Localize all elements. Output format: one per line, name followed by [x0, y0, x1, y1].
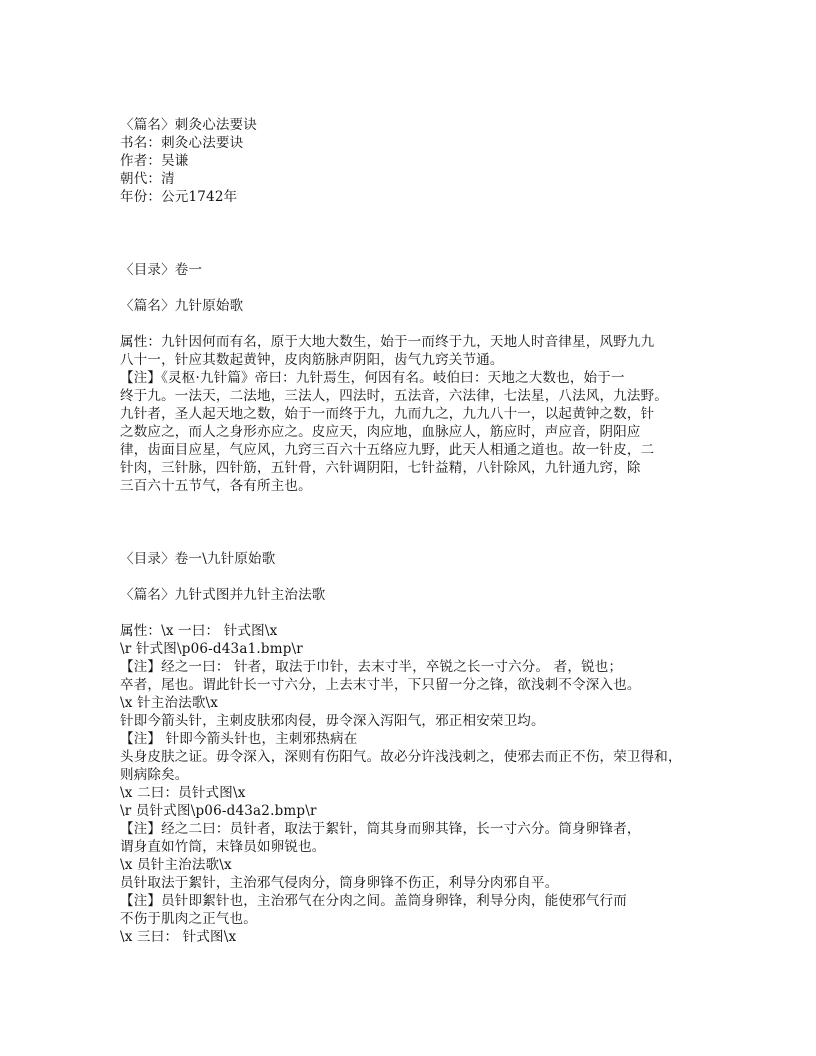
- text-line: 〈目录〉卷一: [120, 262, 203, 278]
- text-line: \x 二曰：员针式图\x: [120, 785, 246, 801]
- text-line: 则病除矣。: [120, 767, 189, 783]
- text-line: 年份：公元1742年: [120, 189, 238, 205]
- text-line: 头身皮肤之证。毋令深入，深则有伤阳气。故必分许浅浅刺之，使邪去而正不伤，荣卫得和，: [120, 749, 682, 765]
- text-line: 员针取法于絮针，主治邪气侵肉分，筒身卵锋不伤正，利导分肉邪自平。: [120, 875, 559, 891]
- text-line: 律，齿面目应星，气应风，九窍三百六十五络应九野，此天人相通之道也。故一针皮，二: [120, 442, 655, 458]
- text-line: 〈篇名〉刺灸心法要诀: [120, 117, 257, 133]
- text-line: 针即今箭头针，主刺皮肤邪肉侵，毋令深入泻阳气，邪正相安荣卫均。: [120, 713, 545, 729]
- text-line: 【注】经之二曰：员针者，取法于絮针，筒其身而卵其锋，长一寸六分。筒身卵锋者，: [120, 821, 641, 837]
- text-line: 谓身直如竹筒，末锋员如卵锐也。: [120, 839, 326, 855]
- text-line: 【注】 针即今箭头针也，主刺邪热病在: [120, 731, 358, 747]
- text-line: 〈目录〉卷一\九针原始歌: [120, 551, 276, 567]
- text-line: \r 员针式图\p06-d43a2.bmp\r: [120, 803, 317, 819]
- text-line: 卒者，尾也。谓此针长一寸六分，上去末寸半，下只留一分之锋，欲浅刺不令深入也。: [120, 677, 641, 693]
- text-line: 八十一，针应其数起黄钟，皮肉筋脉声阴阳，齿气九窍关节通。: [120, 352, 504, 368]
- text-line: 〈篇名〉九针式图并九针主治法歌: [120, 587, 326, 603]
- text-line: \x 员针主治法歌\x: [120, 857, 232, 873]
- text-line: 属性：九针因何而有名，原于大地大数生，始于一而终于九，天地人时音律星，风野九九: [120, 334, 655, 350]
- text-line: 【注】《灵枢·九针篇》帝曰：九针焉生，何因有名。岐伯曰：天地之大数也，始于一: [120, 370, 625, 386]
- text-line: \x 针主治法歌\x: [120, 695, 219, 711]
- text-line: 属性：\x 一曰： 针式图\x: [120, 623, 278, 639]
- text-line: 朝代：清: [120, 171, 175, 187]
- text-line: 〈篇名〉九针原始歌: [120, 298, 244, 314]
- text-line: 书名：刺灸心法要诀: [120, 135, 244, 151]
- text-line: 【注】员针即絮针也，主治邪气在分肉之间。盖筒身卵锋，利导分肉，能使邪气行而: [120, 893, 627, 909]
- text-line: 九针者，圣人起天地之数，始于一而终于九，九而九之，九九八十一，以起黄钟之数，针: [120, 406, 655, 422]
- text-line: 作者：吴谦: [120, 153, 189, 169]
- text-line: \r 针式图\p06-d43a1.bmp\r: [120, 641, 303, 657]
- text-line: 之数应之，而人之身形亦应之。皮应天，肉应地，血脉应人，筋应时，声应音，阴阳应: [120, 424, 641, 440]
- text-line: \x 三曰： 针式图\x: [120, 929, 237, 945]
- text-line: 终于九。一法天，二法地，三法人，四法时，五法音，六法律，七法星，八法风，九法野。: [120, 388, 668, 404]
- text-line: 【注】经之一曰： 针者，取法于巾针，去末寸半，卒锐之长一寸六分。 者，锐也；: [120, 659, 623, 675]
- text-line: 不伤于肌肉之正气也。: [120, 911, 257, 927]
- text-line: 三百六十五节气，各有所主也。: [120, 478, 312, 494]
- text-line: 针肉，三针脉，四针筋，五针骨，六针调阴阳，七针益精，八针除风，九针通九窍，除: [120, 460, 641, 476]
